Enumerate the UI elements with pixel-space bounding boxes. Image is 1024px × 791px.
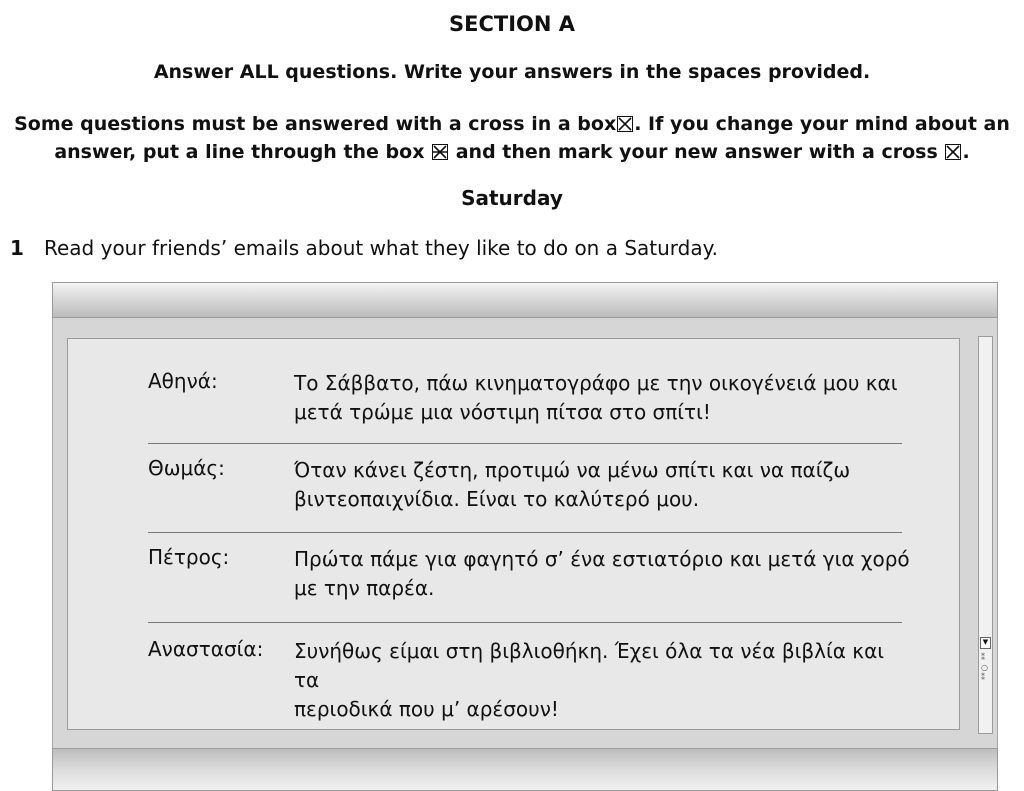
email-window (52, 282, 998, 791)
email-line: Όταν κάνει ζέστη, προτιμώ να μένω σπίτι και να παίζω (294, 458, 851, 482)
row-divider (148, 443, 902, 444)
email-line: Πρώτα πάμε για φαγητό σ’ ένα εστιατόριο και μετά για χορό (294, 547, 910, 571)
window-bottom-bar (52, 748, 998, 791)
struck-box-icon (432, 144, 448, 160)
email-sender: Αθηνά: (148, 369, 218, 393)
note-part-5: . (962, 141, 970, 163)
email-line: περιοδικά που μ’ αρέσουν! (294, 697, 559, 721)
email-message (294, 369, 914, 427)
day-heading: Saturday (461, 186, 563, 210)
question-number: 1 (10, 236, 24, 260)
email-line: Συνήθως είμαι στη βιβλιοθήκη. Έχει όλα τα νέα βιβλία και τα (294, 639, 885, 692)
scroll-down-icon[interactable]: ▼ (980, 637, 991, 649)
note-part-1: Some questions must be answered with a cross in a box (14, 113, 617, 135)
email-line: Το Σάββατο, πάω κινηματογράφο με την οικογένειά μου και (294, 371, 898, 395)
cross-instructions (0, 110, 1024, 166)
email-line: μετά τρώμε μια νόστιμη πίτσα στο σπίτι! (294, 400, 711, 424)
email-message (294, 545, 914, 603)
question-text: Read your friends’ emails about what they like to do on a Saturday. (44, 236, 718, 260)
row-divider (148, 622, 902, 623)
email-sender: Πέτρος: (148, 545, 230, 569)
note-part-3: answer, put a line through the box (54, 141, 425, 163)
email-line: βιντεοπαιχνίδια. Είναι το καλύτερό μου. (294, 487, 700, 511)
window-body (52, 318, 998, 748)
email-line: με την παρέα. (294, 576, 435, 600)
email-panel (67, 338, 960, 730)
scroll-grip-icon: ⁑ ○ ⁑ (981, 653, 988, 682)
window-top-bar (52, 282, 998, 318)
email-message (294, 456, 914, 514)
cross-box-icon (617, 116, 633, 132)
instructions: Answer ALL questions. Write your answers in the spaces provided. (153, 61, 871, 83)
row-divider (148, 532, 902, 533)
section-title: SECTION A (448, 12, 575, 36)
email-sender: Αναστασία: (148, 637, 264, 661)
email-message (294, 637, 914, 724)
cross-box-icon (945, 144, 961, 160)
note-part-4: and then mark your new answer with a cross (455, 141, 938, 163)
note-part-2: . If you change your mind about an (634, 113, 1010, 135)
email-sender: Θωμάς: (148, 456, 225, 480)
vertical-scrollbar[interactable] (978, 336, 993, 734)
